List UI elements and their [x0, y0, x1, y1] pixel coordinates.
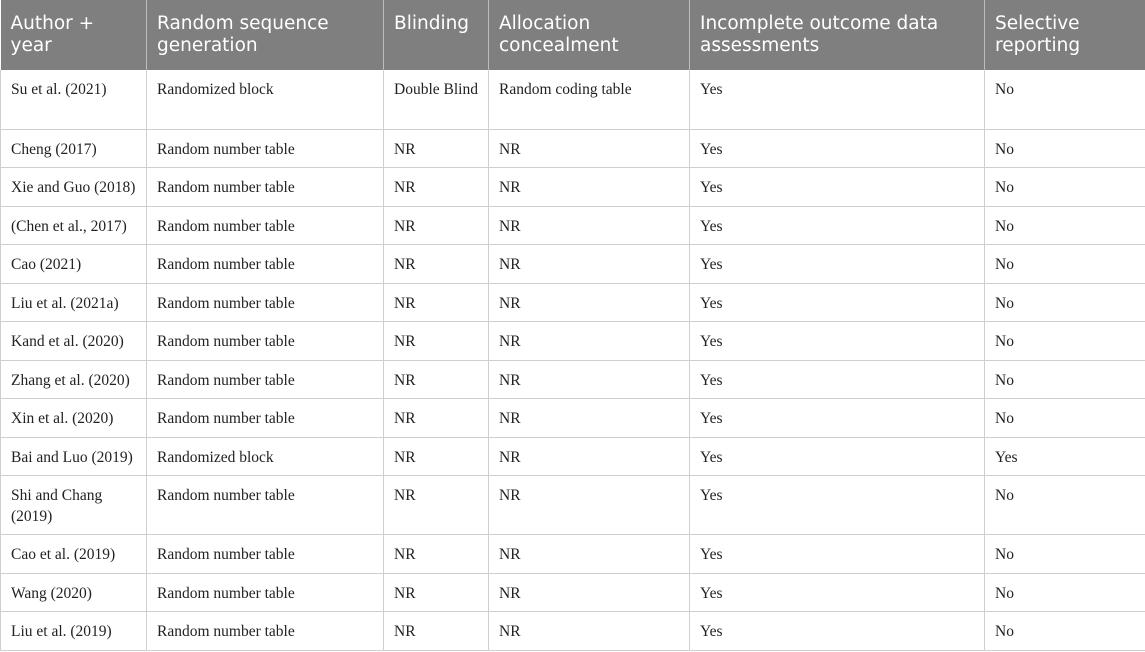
cell-selective-reporting: Yes [985, 437, 1145, 476]
cell-allocation-concealment: NR [489, 360, 690, 399]
cell-selective-reporting: No [985, 129, 1145, 168]
cell-random-sequence: Random number table [147, 360, 384, 399]
cell-random-sequence: Random number table [147, 535, 384, 574]
cell-random-sequence: Randomized block [147, 70, 384, 129]
cell-allocation-concealment: NR [489, 399, 690, 438]
cell-blinding: Double Blind [384, 70, 489, 129]
cell-random-sequence: Random number table [147, 612, 384, 651]
header-allocation-concealment: Allocation concealment [489, 0, 690, 70]
cell-random-sequence: Randomized block [147, 437, 384, 476]
cell-incomplete-outcome: Yes [690, 245, 985, 284]
cell-author-year: Liu et al. (2019) [1, 612, 147, 651]
cell-incomplete-outcome: Yes [690, 283, 985, 322]
table-row [1, 245, 1145, 284]
table-row [1, 476, 1145, 535]
cell-author-year: Cheng (2017) [1, 129, 147, 168]
cell-incomplete-outcome: Yes [690, 206, 985, 245]
cell-selective-reporting: No [985, 535, 1145, 574]
cell-author-year: Zhang et al. (2020) [1, 360, 147, 399]
header-random-sequence-generation: Random sequence generation [147, 0, 384, 70]
cell-selective-reporting: No [985, 283, 1145, 322]
cell-selective-reporting: No [985, 322, 1145, 361]
cell-author-year: Su et al. (2021) [1, 70, 147, 129]
cell-incomplete-outcome: Yes [690, 476, 985, 535]
table-row [1, 535, 1145, 574]
table-row [1, 437, 1145, 476]
cell-selective-reporting: No [985, 360, 1145, 399]
header-blinding: Blinding [384, 0, 489, 70]
cell-allocation-concealment: NR [489, 283, 690, 322]
cell-random-sequence: Random number table [147, 476, 384, 535]
cell-selective-reporting: No [985, 168, 1145, 207]
cell-author-year: Xie and Guo (2018) [1, 168, 147, 207]
cell-blinding: NR [384, 245, 489, 284]
cell-incomplete-outcome: Yes [690, 70, 985, 129]
cell-selective-reporting: No [985, 612, 1145, 651]
cell-author-year: Liu et al. (2021a) [1, 283, 147, 322]
cell-allocation-concealment: NR [489, 612, 690, 651]
table-row [1, 612, 1145, 651]
header-selective-reporting: Selective reporting [985, 0, 1145, 70]
cell-random-sequence: Random number table [147, 168, 384, 207]
cell-selective-reporting: No [985, 245, 1145, 284]
cell-random-sequence: Random number table [147, 283, 384, 322]
table-row [1, 573, 1145, 612]
cell-allocation-concealment: NR [489, 245, 690, 284]
cell-incomplete-outcome: Yes [690, 399, 985, 438]
cell-random-sequence: Random number table [147, 129, 384, 168]
cell-selective-reporting: No [985, 206, 1145, 245]
cell-blinding: NR [384, 322, 489, 361]
cell-author-year: Cao et al. (2019) [1, 535, 147, 574]
cell-random-sequence: Random number table [147, 573, 384, 612]
cell-allocation-concealment: NR [489, 168, 690, 207]
cell-allocation-concealment: NR [489, 476, 690, 535]
cell-incomplete-outcome: Yes [690, 322, 985, 361]
cell-selective-reporting: No [985, 70, 1145, 129]
cell-blinding: NR [384, 283, 489, 322]
cell-blinding: NR [384, 476, 489, 535]
table-row [1, 399, 1145, 438]
cell-author-year: (Chen et al., 2017) [1, 206, 147, 245]
cell-selective-reporting: No [985, 573, 1145, 612]
cell-author-year: Cao (2021) [1, 245, 147, 284]
table-body [1, 70, 1145, 650]
cell-blinding: NR [384, 573, 489, 612]
cell-incomplete-outcome: Yes [690, 573, 985, 612]
cell-blinding: NR [384, 399, 489, 438]
cell-blinding: NR [384, 360, 489, 399]
cell-allocation-concealment: Random coding table [489, 70, 690, 129]
cell-blinding: NR [384, 535, 489, 574]
cell-allocation-concealment: NR [489, 129, 690, 168]
cell-incomplete-outcome: Yes [690, 168, 985, 207]
cell-random-sequence: Random number table [147, 399, 384, 438]
cell-incomplete-outcome: Yes [690, 360, 985, 399]
cell-incomplete-outcome: Yes [690, 612, 985, 651]
cell-blinding: NR [384, 612, 489, 651]
table-row [1, 360, 1145, 399]
cell-allocation-concealment: NR [489, 437, 690, 476]
cell-allocation-concealment: NR [489, 206, 690, 245]
cell-incomplete-outcome: Yes [690, 129, 985, 168]
table-row [1, 206, 1145, 245]
cell-selective-reporting: No [985, 476, 1145, 535]
cell-random-sequence: Random number table [147, 322, 384, 361]
cell-allocation-concealment: NR [489, 535, 690, 574]
cell-blinding: NR [384, 437, 489, 476]
cell-blinding: NR [384, 129, 489, 168]
cell-author-year: Kand et al. (2020) [1, 322, 147, 361]
table-row [1, 283, 1145, 322]
header-author-year: Author + year [10, 13, 95, 56]
cell-random-sequence: Random number table [147, 206, 384, 245]
cell-blinding: NR [384, 206, 489, 245]
cell-incomplete-outcome: Yes [690, 535, 985, 574]
cell-allocation-concealment: NR [489, 573, 690, 612]
cell-random-sequence: Random number table [147, 245, 384, 284]
table-row [1, 322, 1145, 361]
cell-selective-reporting: No [985, 399, 1145, 438]
cell-allocation-concealment: NR [489, 322, 690, 361]
header-row [1, 0, 1145, 70]
cell-incomplete-outcome: Yes [690, 437, 985, 476]
cell-author-year: Wang (2020) [1, 573, 147, 612]
table-row [1, 129, 1145, 168]
table-header [1, 0, 1145, 70]
header-incomplete-outcome-data: Incomplete outcome data assessments [690, 0, 985, 70]
cell-author-year: Xin et al. (2020) [1, 399, 147, 438]
cell-author-year: Bai and Luo (2019) [1, 437, 147, 476]
table-row [1, 70, 1145, 129]
cell-blinding: NR [384, 168, 489, 207]
cell-author-year: Shi and Chang (2019) [1, 476, 147, 535]
table-row [1, 168, 1145, 207]
